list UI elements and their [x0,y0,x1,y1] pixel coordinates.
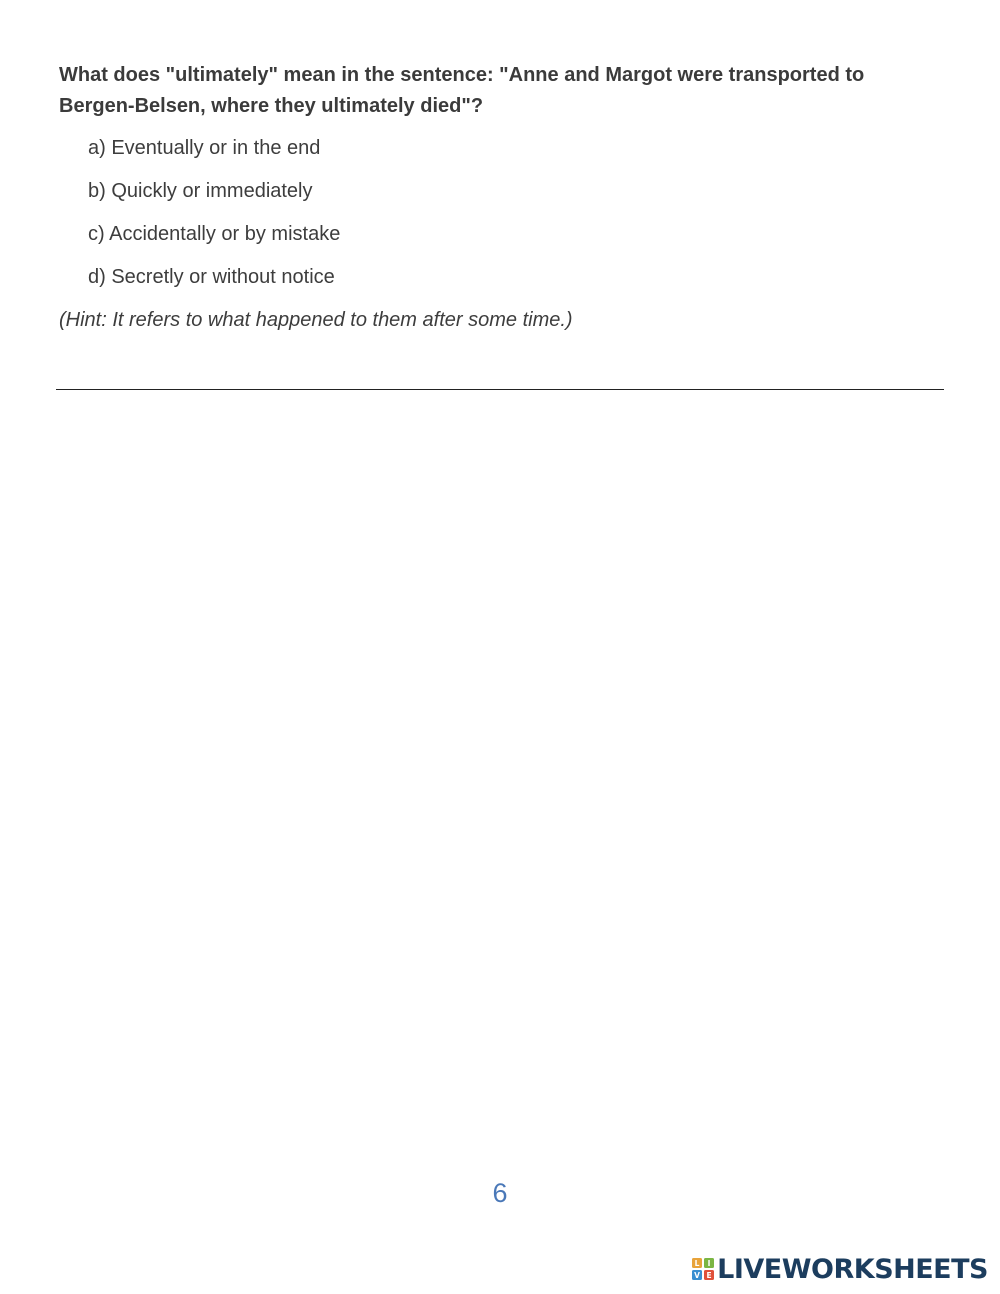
svg-text:L: L [694,1259,700,1269]
option-b: b) Quickly or immediately [88,180,313,202]
option-c: c) Accidentally or by mistake [88,223,341,245]
answer-options [88,133,340,305]
answer-line-divider [56,389,944,390]
brand-text: LIVEWORKSHEETS [717,1253,988,1285]
option-a: a) Eventually or in the end [88,137,321,159]
hint-text: (Hint: It refers to what happened to them after some time.) [59,309,573,331]
liveworksheets-brand [692,1252,988,1286]
svg-text:I: I [707,1259,711,1269]
svg-text:E: E [706,1271,712,1280]
liveworksheets-logo-icon [692,1258,714,1280]
svg-text:V: V [694,1271,701,1280]
option-d: d) Secretly or without notice [88,266,335,288]
question-text: What does "ultimately" mean in the sentence: "Anne and Margot were transported to Bergen-Belsen, where they ultimately died"? [59,64,865,117]
page-number: 6 [492,1178,508,1208]
